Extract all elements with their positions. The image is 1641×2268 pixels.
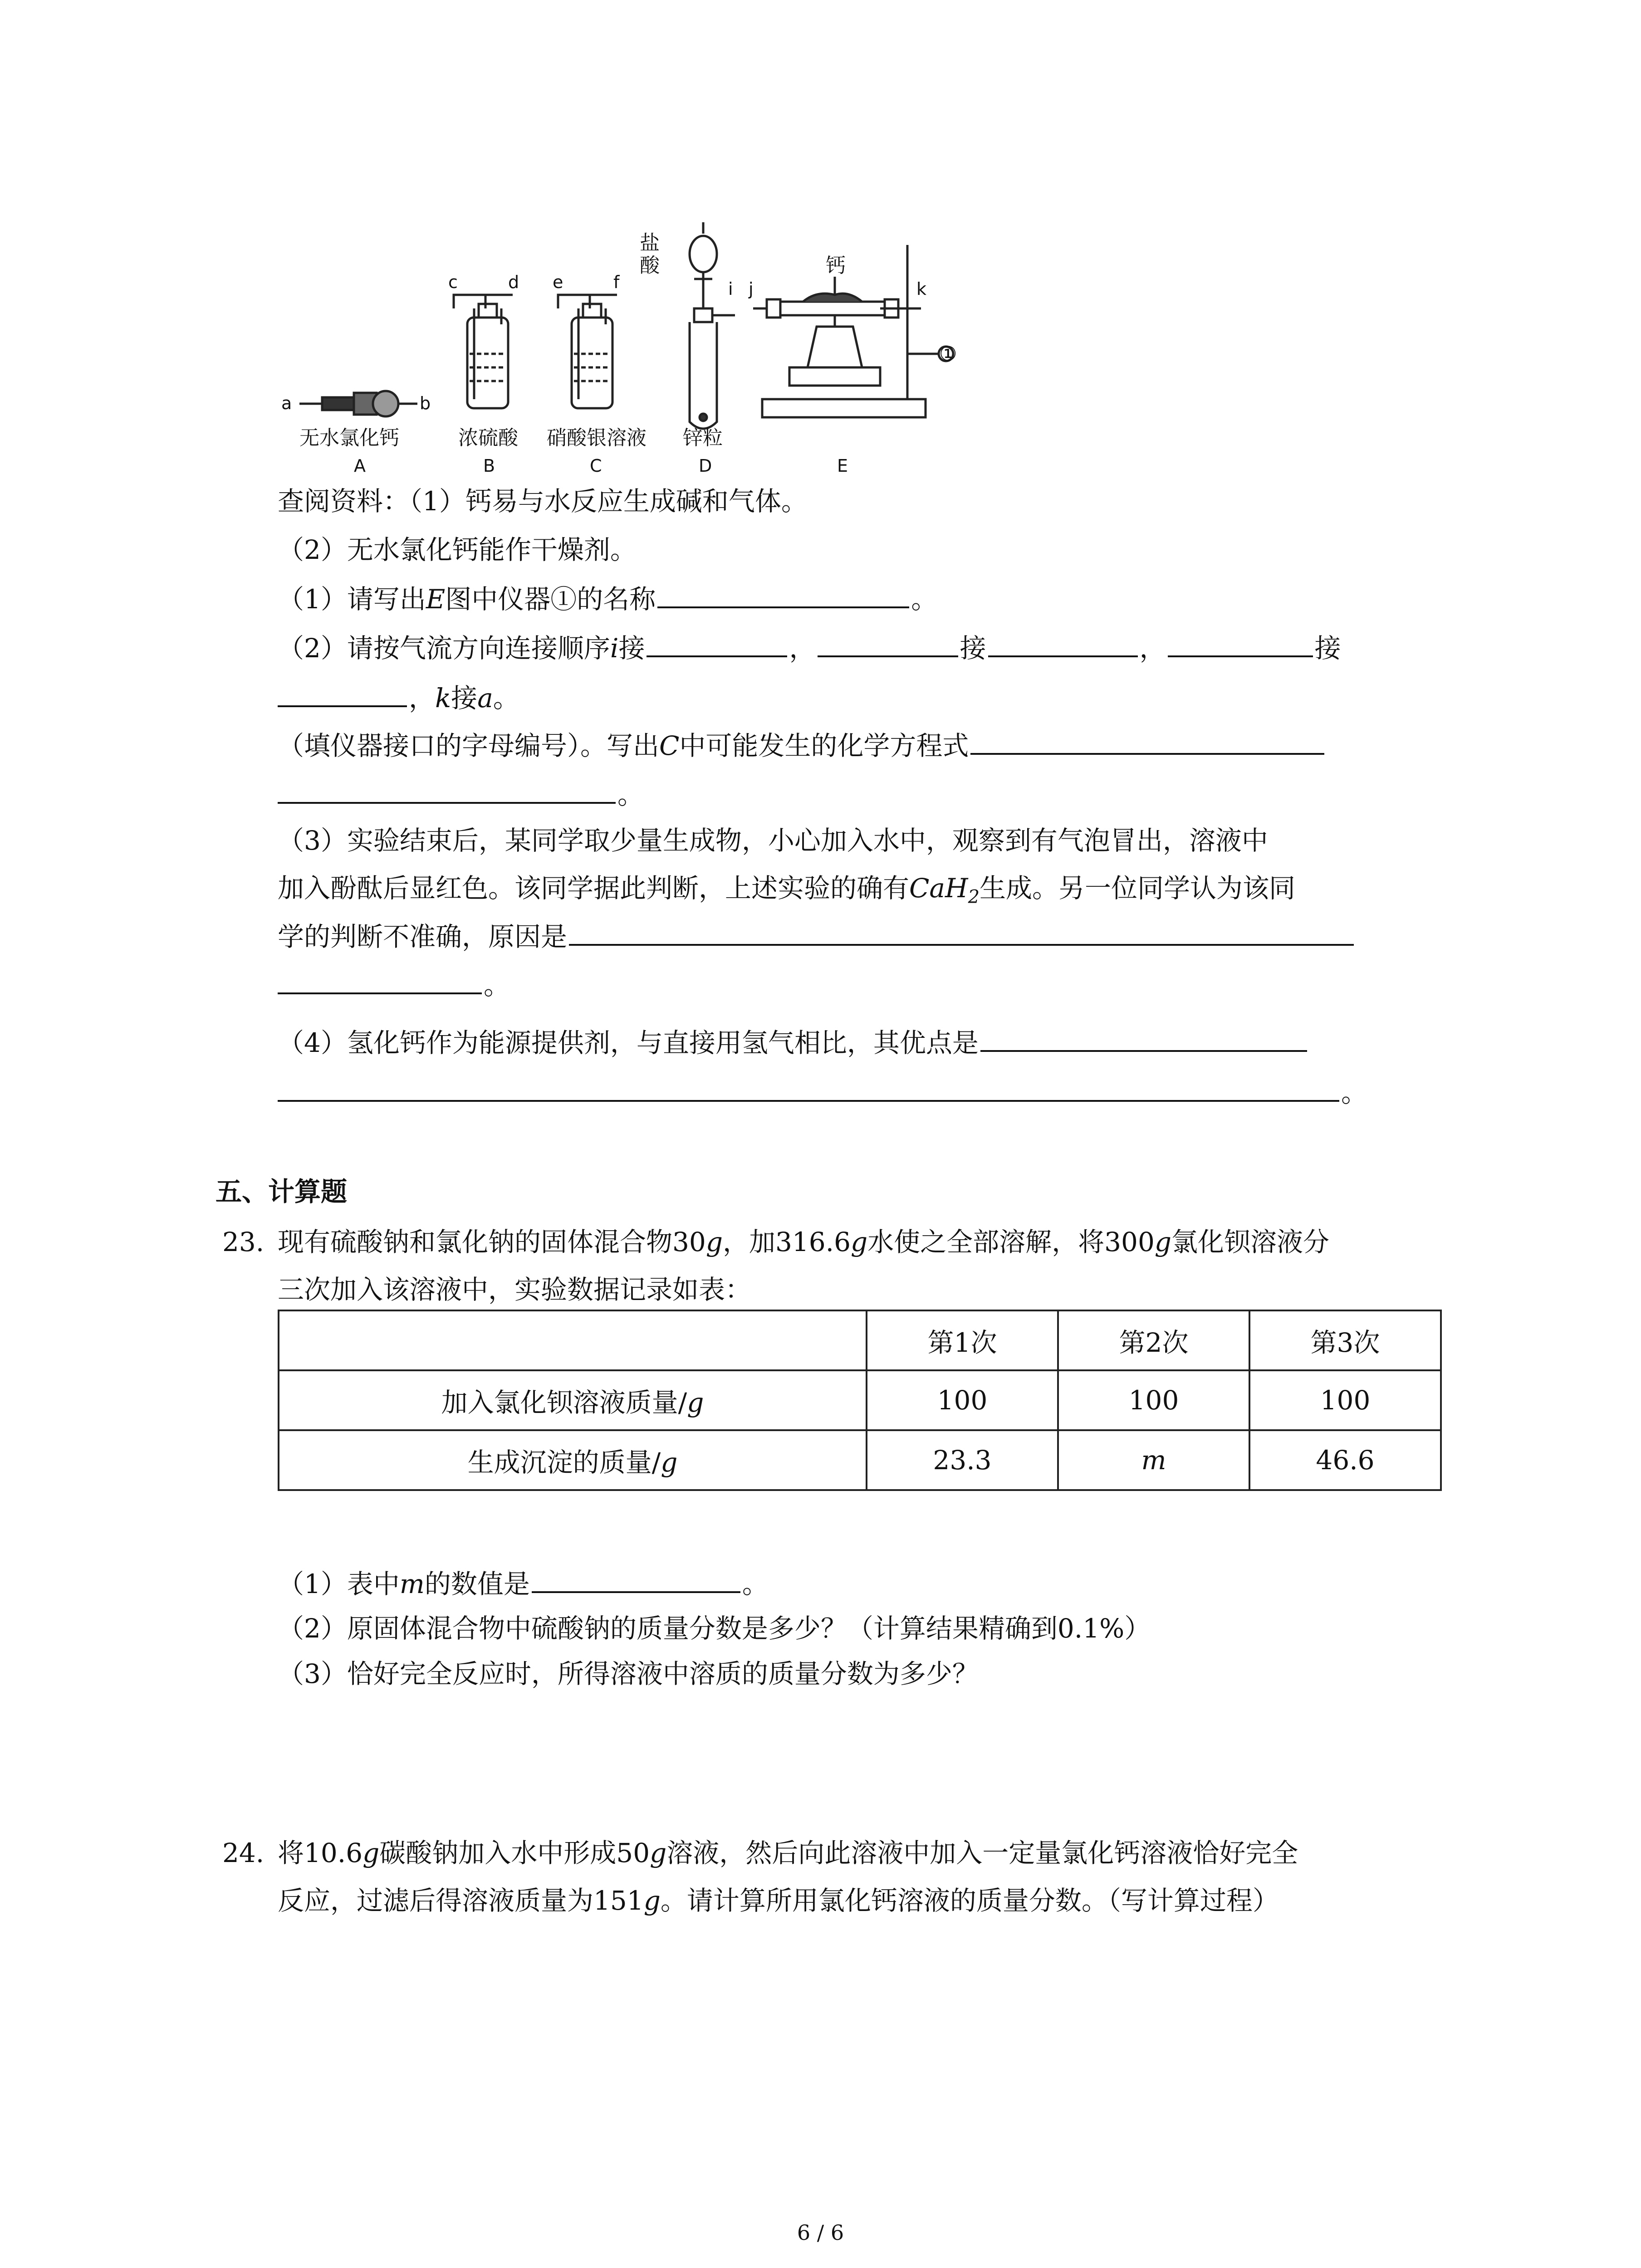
q22-p2-comma2: ， — [1139, 633, 1166, 664]
q23-text-d: 氯化钡溶液分 — [1171, 1227, 1330, 1257]
label-B-letter: B — [483, 456, 495, 476]
q24-line1 — [278, 1835, 1298, 1871]
q23-unit-g2: g — [851, 1227, 868, 1257]
q23-sub2: （2）原固体混合物中硫酸钠的质量分数是多少？（计算结果精确到0.1%） — [278, 1613, 1151, 1644]
label-D-letter: D — [699, 456, 712, 476]
label-C-name: 硝酸银溶液 — [547, 426, 647, 450]
q23-sub3: （3）恰好完全反应时，所得溶液中溶质的质量分数为多少？ — [278, 1658, 979, 1689]
answer-blank-advantage-1[interactable] — [980, 1024, 1307, 1052]
q22-p2-jie3: 接 — [1314, 633, 1341, 664]
q22-part2-line4 — [278, 776, 644, 813]
table-row-label — [279, 1370, 867, 1430]
wash-bottle-B — [454, 295, 513, 408]
q22-part2-line1 — [278, 629, 1341, 666]
label-E-letter: E — [837, 456, 848, 476]
q22-part4-line2 — [278, 1074, 1367, 1111]
q22-part3-line2 — [278, 870, 1295, 915]
q22-p1-text: （1）请写出 — [278, 584, 426, 615]
q22-p2-fill-text2: 中可能发生的化学方程式 — [679, 730, 969, 761]
label-j: j — [749, 279, 754, 299]
q22-p2-var-a: a — [477, 683, 493, 714]
reactor-E — [753, 245, 953, 417]
label-d: d — [508, 272, 519, 292]
q22-p2-period2: 。 — [617, 779, 644, 810]
label-k: k — [916, 279, 927, 299]
q23-unit-g1: g — [705, 1227, 723, 1257]
label-a: a — [281, 393, 292, 413]
apparatus-figure — [272, 218, 998, 490]
q23-unit-g3: g — [1154, 1227, 1171, 1257]
table-cell: m — [1058, 1430, 1249, 1490]
label-hcl-1: 盐 — [640, 231, 660, 254]
q22-p2-jie2: 接 — [960, 633, 986, 664]
label-c: c — [448, 272, 458, 292]
answer-blank-advantage-2[interactable] — [278, 1074, 1339, 1102]
label-e: e — [553, 272, 563, 292]
q23-text-b: ，加316.6 — [722, 1227, 851, 1257]
answer-blank-order-2[interactable] — [818, 629, 958, 657]
answer-blank-reason-1[interactable] — [569, 918, 1354, 946]
q24-unit-g1: g — [362, 1838, 380, 1868]
q24-line2 — [278, 1882, 1279, 1919]
q22-p3-text3: 学的判断不准确，原因是 — [278, 921, 568, 952]
q22-p2-var-c: C — [659, 730, 680, 761]
q24-text-d: 反应，过滤后得溶液质量为151 — [278, 1885, 644, 1916]
label-hcl-2: 酸 — [640, 254, 660, 277]
q23-line2: 三次加入该溶液中，实验数据记录如表： — [278, 1274, 752, 1305]
q22-part2-line3 — [278, 727, 1326, 764]
q22-p1-end: 。 — [911, 584, 938, 615]
table-cell: 100 — [1058, 1370, 1249, 1430]
q22-p2-text: （2）请按气流方向连接顺序 — [278, 633, 610, 664]
label-b: b — [420, 393, 431, 413]
answer-blank-equation-2[interactable] — [278, 776, 616, 804]
row-label-text: 加入氯化钡溶液质量/ — [441, 1387, 687, 1418]
q23-sub1-text: （1）表中 — [278, 1569, 400, 1599]
answer-blank-order-5[interactable] — [278, 679, 407, 707]
q22-p3-text2: 生成。另一位同学认为该同 — [980, 873, 1296, 904]
row-label-text: 生成沉淀的质量/ — [467, 1447, 661, 1478]
q24-text-b: 碳酸钠加入水中形成50 — [379, 1838, 650, 1868]
label-i: i — [728, 279, 733, 299]
answer-blank-order-4[interactable] — [1168, 629, 1313, 657]
answer-blank-instrument-name[interactable] — [657, 580, 909, 608]
q22-p3-formula: CaH — [909, 873, 968, 904]
table-row — [279, 1430, 1441, 1490]
q22-part3-line4 — [278, 966, 510, 1003]
q22-part2-line2 — [278, 679, 519, 716]
q23-line1 — [278, 1224, 1329, 1260]
section-title: 五、计算题 — [216, 1176, 348, 1207]
answer-blank-equation-1[interactable] — [970, 727, 1324, 755]
q22-p2-jie: 接 — [618, 633, 645, 664]
label-B-name: 浓硫酸 — [458, 426, 518, 450]
q24-text-c: 溶液，然后向此溶液中加入一定量氯化钙溶液恰好完全 — [666, 1838, 1298, 1868]
q22-p2-period: 。 — [493, 683, 519, 714]
table-header-cell — [279, 1310, 867, 1370]
table-row-label — [279, 1430, 867, 1490]
q23-text-c: 水使之全部溶解，将300 — [867, 1227, 1155, 1257]
label-A-letter: A — [354, 456, 366, 476]
q22-part3-line3 — [278, 918, 1356, 955]
q22-p1-var-e: E — [426, 584, 446, 615]
q23-number: 23. — [222, 1227, 265, 1257]
wash-bottle-C — [558, 295, 617, 408]
row-label-unit: g — [687, 1387, 704, 1418]
table-cell: 23.3 — [867, 1430, 1058, 1490]
table-header-cell: 第3次 — [1249, 1310, 1441, 1370]
q22-p4-period: 。 — [1341, 1077, 1368, 1108]
q24-unit-g2: g — [650, 1838, 667, 1868]
q22-part1 — [278, 580, 937, 617]
data-table — [278, 1310, 1442, 1491]
label-C-letter: C — [590, 456, 602, 476]
table-cell: 100 — [867, 1370, 1058, 1430]
q22-p4-text: （4）氢化钙作为能源提供剂，与直接用氢气相比，其优点是 — [278, 1027, 979, 1058]
q22-part3-line1: （3）实验结束后，某同学取少量生成物，小心加入水中，观察到有气泡冒出，溶液中 — [278, 825, 1268, 856]
generator-D — [690, 222, 735, 429]
q22-p3-period: 。 — [484, 970, 510, 1001]
answer-blank-order-1[interactable] — [647, 629, 787, 657]
q22-p3-formula-sub: 2 — [968, 886, 980, 908]
q22-p2-var-i: i — [610, 633, 619, 664]
info-line-2: （2）无水氯化钙能作干燥剂。 — [278, 534, 637, 565]
q23-sub1-period: 。 — [742, 1569, 769, 1599]
table-header-cell: 第1次 — [867, 1310, 1058, 1370]
drying-tube-A — [299, 391, 417, 416]
answer-blank-m[interactable] — [532, 1565, 740, 1593]
q24-unit-g3: g — [643, 1885, 661, 1916]
q23-sub1-var-m: m — [399, 1569, 425, 1599]
table-header-cell: 第2次 — [1058, 1310, 1249, 1370]
row-label-unit: g — [661, 1447, 678, 1478]
q23-sub1-text2: 的数值是 — [424, 1569, 530, 1599]
table-cell: 100 — [1249, 1370, 1441, 1430]
label-calcium: 钙 — [826, 254, 846, 277]
q22-p2-comma1: ， — [789, 633, 816, 664]
q22-p3-text: 加入酚酞后显红色。该同学据此判断，上述实验的确有 — [278, 873, 910, 904]
q24-text-e: 。请计算所用氯化钙溶液的质量分数。（写计算过程） — [660, 1885, 1279, 1916]
label-D-name: 锌粒 — [683, 426, 723, 450]
q22-p2-var-k: k — [435, 683, 451, 714]
table-row — [279, 1370, 1441, 1430]
q24-number: 24. — [222, 1838, 265, 1868]
label-circle-one: ① — [939, 342, 957, 366]
answer-blank-reason-2[interactable] — [278, 966, 482, 994]
info-line-1: 查阅资料：（1）钙易与水反应生成碱和气体。 — [278, 486, 808, 517]
table-header-row — [279, 1310, 1441, 1370]
q23-sub1 — [278, 1565, 769, 1602]
q22-p2-comma3: ， — [409, 683, 436, 714]
answer-blank-order-3[interactable] — [988, 629, 1138, 657]
q23-text-a: 现有硫酸钠和氯化钠的固体混合物30 — [278, 1227, 706, 1257]
label-A-name: 无水氯化钙 — [299, 426, 399, 450]
q22-p2-jie4: 接 — [451, 683, 478, 714]
label-f: f — [613, 272, 620, 292]
q22-part4-line1 — [278, 1024, 1309, 1061]
table-cell: 46.6 — [1249, 1430, 1441, 1490]
q22-p2-fill-text: （填仪器接口的字母编号）。写出 — [278, 730, 660, 761]
page-number: 6 / 6 — [797, 2220, 844, 2245]
q24-text-a: 将10.6 — [278, 1838, 363, 1868]
q22-p1-text2: 图中仪器①的名称 — [445, 584, 656, 615]
